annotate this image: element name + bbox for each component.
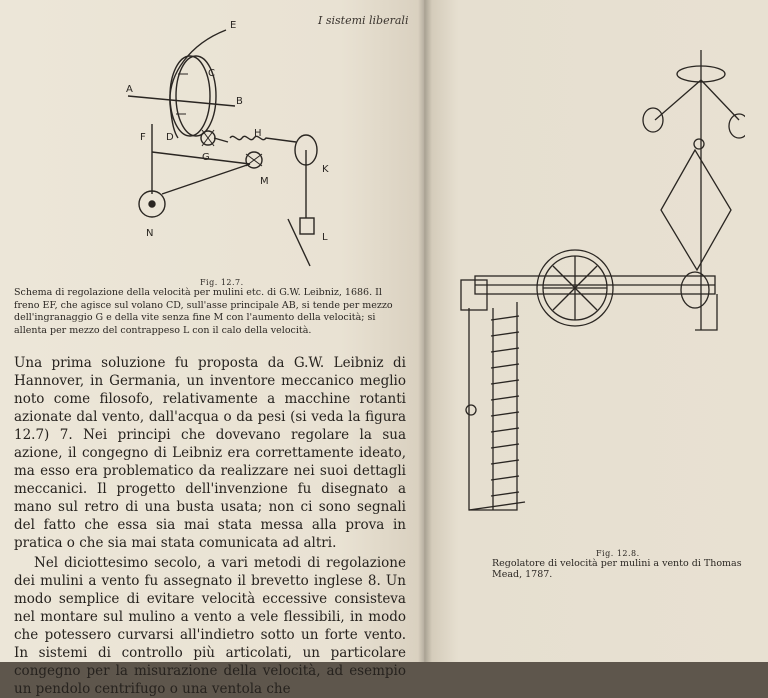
running-head: I sistemi liberali	[318, 14, 409, 27]
figure-caption-right: Regolatore di velocità per mulini a vento di Thomas Mead, 1787.	[492, 558, 742, 580]
label-c: C	[208, 68, 215, 79]
label-f: F	[140, 132, 146, 143]
body-text	[14, 354, 406, 698]
label-l: L	[322, 232, 328, 243]
label-b: B	[236, 96, 243, 107]
paragraph-2: Nel diciottesimo secolo, a vari metodi di regolazione dei mulini a vento fu assegnato il brevetto inglese 8. Un modo semplice di evitare velocità eccessive consisteva nel montare sul mulino a vento a vele flessibili, in modo che potessero curvarsi all'indietro sotto un forte vento. In sistemi di controllo più articolati, un particolare congegno per la misurazione della velocità, ad esempio un pendolo centrifugo o una ventola che	[14, 555, 406, 697]
book-gutter	[418, 0, 432, 662]
label-d: D	[166, 132, 174, 143]
label-h: H	[254, 128, 262, 139]
figure-number-right: Fig. 12.8.	[596, 549, 640, 558]
leibniz-regulator-diagram	[110, 14, 350, 274]
label-n: N	[146, 228, 154, 239]
paragraph-1: Una prima soluzione fu proposta da G.W. Leibniz di Hannover, in Germania, un inventore meccanico meglio noto come filosofo, relativamente a macchine rotanti azionate dal vento, dall'acqua o da pesi (si veda la figura 12.7) 7. Nei principi che dovevano regolare la sua azione, il congegno di Leibniz era correttamente ideato, ma esso era problematico da realizzare nei suoi dettagli meccanici. Il progetto dell'invenzione fu disegnato a mano sul retro di una busta usata; non ci sono segnali del fatto che essa sia mai stata messa alla prova in pratica o che sia mai stata comunicata ad altri.	[14, 355, 406, 551]
label-e: E	[230, 20, 237, 31]
figure-caption-left: Schema di regolazione della velocità per mulini etc. di G.W. Leibniz, 1686. Il freno EF, che agisce sul volano CD, sull'asse principale AB, si tende per mezzo dell'ingranaggio G e della vite senza fine M con l'aumento della velocità; si allenta per mezzo del contrappeso L con il calo della velocità.	[14, 287, 393, 336]
label-g: G	[202, 152, 210, 163]
label-k: K	[322, 164, 329, 175]
mead-regulator-engraving	[455, 40, 745, 520]
label-m: M	[260, 176, 269, 187]
label-a: A	[126, 84, 133, 95]
figure-number-left: Fig. 12.7.	[200, 278, 244, 287]
